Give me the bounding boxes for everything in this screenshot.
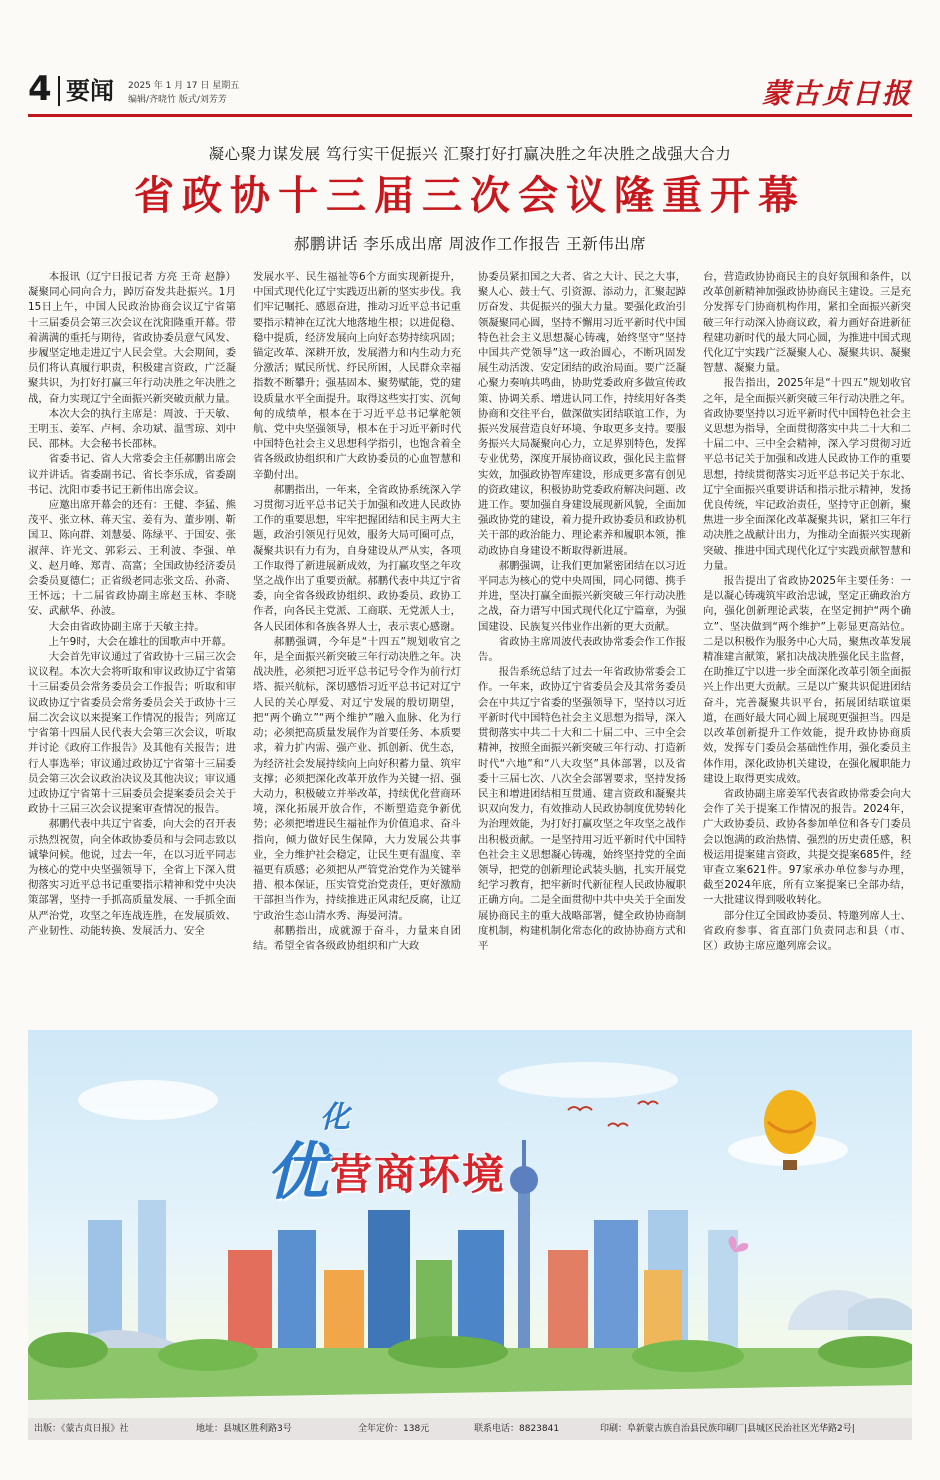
footer-publisher: 出版：《蒙古贞日报》社 [34, 1424, 129, 1434]
paragraph: 本报讯（辽宁日报记者 方亮 王奇 赵静）凝聚同心同向合力，踔厉奋发共赴振兴。1月15日上午，中国人民政治协商会议辽宁省第十三届委员会第三次会议在沈阳隆重开幕。带着满满的重托与期待，省政协委员意气风发、步履坚定地走进辽宁人民会堂。大会期间，委员们将认真履行职责，积极建言资政，广泛凝聚共识，为打好打赢三年行动决胜之年决胜之战，奋力实现辽宁全面振兴新突破贡献力量。 [28, 271, 236, 405]
footer-phone: 联系电话：8823841 [474, 1424, 560, 1434]
headline-subtitle: 郝鹏讲话 李乐成出席 周波作工作报告 王新伟出席 [293, 235, 647, 253]
article-column-4 [703, 270, 911, 1030]
masthead-logo: 蒙古贞日报 [761, 77, 912, 110]
banner-title-char-you: 优 [266, 1135, 329, 1208]
paragraph: 上午9时，大会在雄壮的国歌声中开幕。 [48, 635, 233, 648]
paragraph: 协委员紧扣国之大者、省之大计、民之大事，聚人心、鼓士气、引资源、添动力，汇聚起踔厉奋发、共促振兴的强大力量。要强化政治引领凝聚同心圆，坚持不懈用习近平新时代中国特色社会主义思想凝心铸魂，始终坚守“坚持中国共产党领导”这一政治圆心，不断巩固发展生动活泼、安定团结的政治局面。要广泛凝心聚力奏响共鸣曲，协助党委政府多做宣传政策、协调关系、增进认同工作，持续用好各类协商和交往平台，做深做实团结联谊工作，为振兴发展营造良好环境、争取更多支持。要服务振兴大局凝聚向心力，立足界别特色，发挥专业优势，深度开展协商议政，强化民主监督实效，加强政协智库建设，形成更多富有创见的资政建议，积极协助党委政府解决问题、改进工作。要加强自身建设展现新风貌，全面加强政协党的建设，着力提升政协委员和政协机关干部的政治能力、理论素养和履职本领，推动政协自身建设不断取得新进展。 [478, 271, 686, 557]
paragraph: 郝鹏指出，成就源于奋斗，力量来自团结。希望全省各级政协组织和广大政 [253, 924, 461, 952]
paragraph: 报告系统总结了过去一年省政协常委会工作。一年来，政协辽宁省委员会及其常务委员会在中共辽宁省委的坚强领导下，坚持以习近平新时代中国特色社会主义思想为指导，深入贯彻落实中共二十大和二十届二中、三中全会精神，按照全面振兴新突破三年行动、打造新时代“六地”和“八大攻坚”具体部署，以及省委十三届七次、八次全会部署要求，坚持发扬民主和增进团结相互贯通、建言资政和凝聚共识双向发力，有效推动人民政协制度优势转化为治理效能，为打好打赢攻坚之年攻坚之战作出积极贡献。一是坚持用习近平新时代中国特色社会主义思想凝心铸魂，始终坚持党的全面领导，把党的创新理论武装头脑，扎实开展党纪学习教育，把牢新时代新征程人民政协履职正确方向。二是全面贯彻中共中央关于全面发展协商民主的重大战略部署，健全政协协商制度机制，构建机制化常态化的政协协商方式和平 [478, 666, 686, 952]
paragraph: 郝鹏强调，今年是“十四五”规划收官之年，是全面振兴新突破三年行动决胜之年。决战决胜，必须把习近平总书记号令作为前行灯塔、振兴航标，深切感悟习近平总书记对辽宁人民的关心厚爱、对辽宁发展的殷切期望，把“两个确立”“两个维护”融入血脉、化为行动；必须把高质量发展作为首要任务、本质要求，着力扩内需、强产业、抓创新、优生态，为经济社会发展持续向上向好积蓄力量、筑牢支撑；必须把深化改革开放作为关键一招、强大动力，积极破立并举改革，持续优化营商环境，深化拓展开放合作，不断塑造竞争新优势；必须把增进民生福祉作为价值追求、奋斗指向，倾力做好民生保障，大力发展公共事业，全力维护社会稳定，让民生更有温度、幸福更有质感；必须把从严管党治党作为关键举措、根本保证，压实管党治党责任，更好激励干部担当作为，持续推进正风肃纪反腐，让辽宁政治生态山清水秀、海晏河清。 [253, 635, 461, 922]
article-body [28, 270, 912, 1030]
paragraph: 发展水平、民生福祉等6个方面实现新提升，中国式现代化辽宁实践迈出新的坚实步伐。我们牢记嘱托、感恩奋进，推动习近平总书记重要指示精神在辽沈大地落地生根；以进促稳、稳中提质，经济发展向上向好态势持续巩固；锚定改革、深耕开放，发展潜力和内生动力充分激活；赋民所忧、纾民所困，人民群众幸福指数不断攀升；强基固本、聚势赋能，党的建设质量水平全面提升。取得这些实打实、沉甸甸的成绩单，根本在于习近平总书记掌舵领航、党中央坚强领导，根本在于习近平新时代中国特色社会主义思想科学指引，也饱含着全省各级政协组织和广大政协委员的心血智慧和辛勤付出。 [253, 271, 461, 481]
paragraph: 本次大会的执行主席是：周波、于天敏、王明玉、姜军、卢柯、余功斌、温雪琼、刘中民、邵林。大会秘书长邵林。 [28, 407, 236, 451]
page-header [28, 69, 912, 110]
paragraph: 台，营造政协协商民主的良好氛围和条件，以改革创新精神加强政协协商民主建设。三是充分发挥专门协商机构作用，紧扣全面振兴新突破三年行动深入协商议政，着力画好奋进新征程建功新时代的最大同心圆，为推进中国式现代化辽宁实践广泛凝聚人心、凝聚共识、凝聚智慧、凝聚力量。 [703, 271, 911, 375]
paragraph: 应邀出席开幕会的还有：王健、李猛、熊茂平、张立林、蒋天宝、姜有为、董步刚、靳国卫、陈向群、刘慧晏、陈绿平、于国安、张淑萍、许光文、郭彩云、王利波、李强、单义、赵月峰、郑青、高富；全国政协经济委员会委员夏德仁；正省级老同志张文岳、孙斋、王怀远；十二届省政协副主席赵玉林、李晓安、武献华、孙波。 [28, 499, 236, 618]
business-environment-banner [28, 1030, 912, 1418]
headline-kicker: 凝心聚力谋发展 笃行实干促振兴 汇聚打好打赢决胜之年决胜之战强大合力 [208, 145, 732, 163]
footer-address: 地址：县城区胜利路3号 [196, 1424, 292, 1434]
article-column-2 [253, 270, 461, 1030]
paragraph: 省政协主席周波代表政协常委会作工作报告。 [478, 635, 686, 664]
banner-title-char-hua: 化 [320, 1100, 350, 1135]
issue-date: 2025 年 1 月 17 日 星期五 [128, 81, 240, 91]
paragraph: 郝鹏指出，一年来，全省政协系统深入学习贯彻习近平总书记关于加强和改进人民政协工作的重要思想，牢牢把握团结和民主两大主题，政治引领见行见效，服务大局可圈可点，凝聚共识有力有为，自身建设从严从实，各项工作取得了新进展新成效，为打赢攻坚之年攻坚之战作出了重要贡献。郝鹏代表中共辽宁省委，向全省各级政协组织、政协委员、政协工作者，向各民主党派、工商联、无党派人士，各人民团体和各族各界人士，表示衷心感谢。 [253, 483, 461, 633]
footer-price: 全年定价：138元 [358, 1424, 430, 1434]
header-rule [28, 114, 912, 117]
page-number: 4 [28, 69, 52, 109]
paragraph: 郝鹏强调，让我们更加紧密团结在以习近平同志为核心的党中央周围，同心同德、携手并进，坚决打赢全面振兴新突破三年行动决胜之战，奋力谱写中国式现代化辽宁篇章，为强国建设、民族复兴伟业作出新的更大贡献。 [478, 559, 686, 633]
section-name: 要闻 [66, 77, 114, 105]
footer-printer: 印刷：阜新蒙古族自治县民族印刷厂|县城区民治社区光华路2号| [600, 1424, 855, 1434]
article-column-1 [28, 270, 236, 1030]
paragraph: 省政协副主席姜军代表省政协常委会向大会作了关于提案工作情况的报告。2024年，广大政协委员、政协各参加单位和各专门委员会以饱满的政治热情、强烈的历史责任感，积极运用提案建言资政，共提交提案685件，经审查立案621件。97家承办单位参与办理，截至2024年底，所有立案提案已全部办结，一大批建议得到吸收转化。 [703, 787, 911, 907]
city-illustration [28, 1030, 912, 1418]
article-column-3 [478, 270, 686, 1030]
paragraph: 报告提出了省政协2025年主要任务：一是以凝心铸魂筑牢政治忠诚，坚定正确政治方向，强化创新理论武装，在坚定拥护“两个确立”、坚决做到“两个维护”上彰显更高站位。二是以积极作为服务中心大局，聚焦改革发展精准建言献策，紧扣决战决胜强化民主监督，在助推辽宁以进一步全面深化改革引领全面振兴上作出更大贡献。三是以广聚共识促进团结奋斗，完善凝聚共识平台，拓展团结联谊渠道，在画好最大同心圆上展现更强担当。四是以改革创新提升工作效能，提升政协协商质效，发挥专门委员会基础性作用，强化委员主体作用，深化政协机关建设，在强化履职能力建设上取得更实成效。 [703, 575, 911, 785]
paragraph: 大会由省政协副主席于天敏主持。 [48, 620, 205, 633]
paragraph: 部分住辽全国政协委员、特邀列席人士、省政府参事、省直部门负责同志和县（市、区）政协主席应邀列席会议。 [703, 909, 911, 952]
paragraph: 大会首先审议通过了省政协十三届三次会议议程。本次大会将听取和审议政协辽宁省第十三届委员会常务委员会工作报告；听取和审议政协辽宁省委员会常务委员会关于政协十三届二次会议以来提案工作情况的报告；列席辽宁省第十四届人民代表大会第三次会议，听取并讨论《政府工作报告》及其他有关报告；进行人事选举；审议通过政协辽宁省第十三届委员会第三次会议政治决议及其他决议；审议通过政协辽宁省第十三届委员会提案委员会关于政协十三届三次会议提案审查情况的报告。 [28, 651, 236, 816]
headline-title: 省政协十三届三次会议隆重开幕 [134, 172, 806, 219]
editor-credits: 编辑/齐晓竹 版式/刘芳芳 [128, 95, 227, 105]
paragraph: 郝鹏代表中共辽宁省委，向大会的召开表示热烈祝贺，向全体政协委员和与会同志致以诚挚问候。他说，过去一年，在以习近平同志为核心的党中央坚强领导下，全省上下深入贯彻落实习近平总书记重要指示精神和党中央决策部署，坚持一手抓高质量发展、一手抓全面从严治党，攻坚之年连战连胜，在发展质效、产业韧性、动能转换、发展活力、安全 [28, 818, 236, 937]
paragraph: 省委书记、省人大常委会主任郝鹏出席会议并讲话。省委副书记、省长李乐成，省委副书记、沈阳市委书记王新伟出席会议。 [28, 453, 236, 496]
page-footer [28, 1418, 912, 1440]
banner-title: 营商环境 [330, 1150, 507, 1199]
paragraph: 报告指出，2025年是“十四五”规划收官之年，是全面振兴新突破三年行动决胜之年。省政协要坚持以习近平新时代中国特色社会主义思想为指导，全面贯彻落实中共二十大和二十届二中、三中全会精神，深入学习贯彻习近平总书记关于加强和改进人民政协工作的重要思想，持续贯彻落实习近平总书记关于东北、辽宁全面振兴重要讲话和指示批示精神，发扬优良传统，牢记政治责任，坚持守正创新，聚焦进一步全面深化改革凝聚共识，紧扣三年行动决胜之战献计出力，为推动全面振兴实现新突破、推进中国式现代化辽宁实践贡献智慧和力量。 [703, 377, 911, 572]
header-divider [58, 76, 60, 106]
